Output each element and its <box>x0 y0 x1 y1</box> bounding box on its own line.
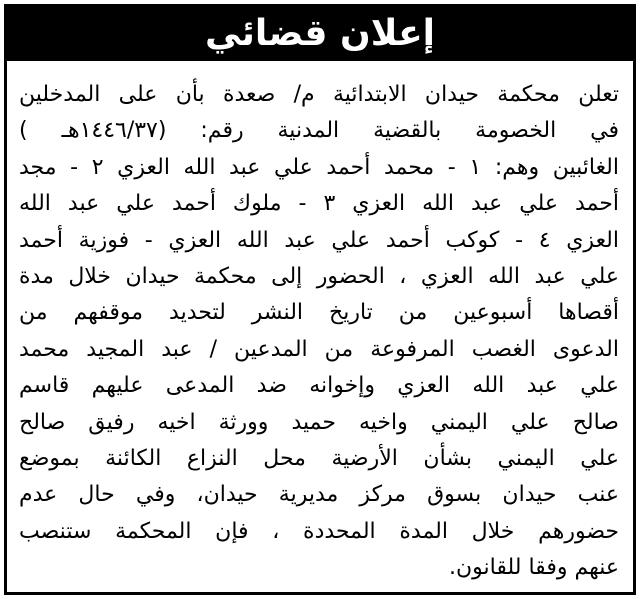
notice-line: حضورهم خلال المدة المحددة ، فإن المحكمة ستنصب <box>19 518 619 544</box>
notice-line: الدعوى الغصب المرفوعة من المدعين / عبد المجيد محمد <box>19 336 619 362</box>
notice-line: الغائبين وهم: ١ - محمد أحمد علي عبد الله العزي ٢ - مجد <box>19 154 619 180</box>
notice-line: علي عبد الله العزي ، الحضور إلى محكمة حيدان خلال مدة <box>19 263 619 289</box>
title-bar <box>7 7 633 61</box>
notice-line: العزي ٤ - كوكب أحمد علي عبد الله العزي - فوزية أحمد <box>19 227 619 253</box>
notice-title: إعلان قضائي <box>204 13 436 54</box>
legal-notice <box>4 4 636 595</box>
notice-line: في الخصومة بالقضية المدنية رقم: (١٤٤٦/٣٧هـ ) <box>19 118 619 144</box>
notice-line: أقصاها أسبوعين من تاريخ النشر لتحديد موقفهم من <box>19 300 619 326</box>
notice-line: تعلن محكمة حيدان الابتدائية م/ صعدة بأن على المدخلين <box>19 82 619 107</box>
notice-line: علي اليمني بشأن الأرضية محل النزاع الكائنة بموضع <box>19 445 619 471</box>
notice-body <box>19 77 619 586</box>
notice-line: عنهم وفقا للقانون. <box>449 555 619 581</box>
notice-line: علي عبد الله العزي وإخوانه ضد المدعى عليهم قاسم <box>19 373 619 399</box>
notice-line: أحمد علي عبد الله العزي ٣ - ملوك أحمد علي عبد الله <box>19 191 619 217</box>
notice-line: عنب حيدان بسوق مركز مديرية حيدان، وفي حال عدم <box>19 482 619 508</box>
notice-line: صالح علي اليمني واخيه حميد وورثة اخيه رفيق صالح <box>19 409 619 435</box>
